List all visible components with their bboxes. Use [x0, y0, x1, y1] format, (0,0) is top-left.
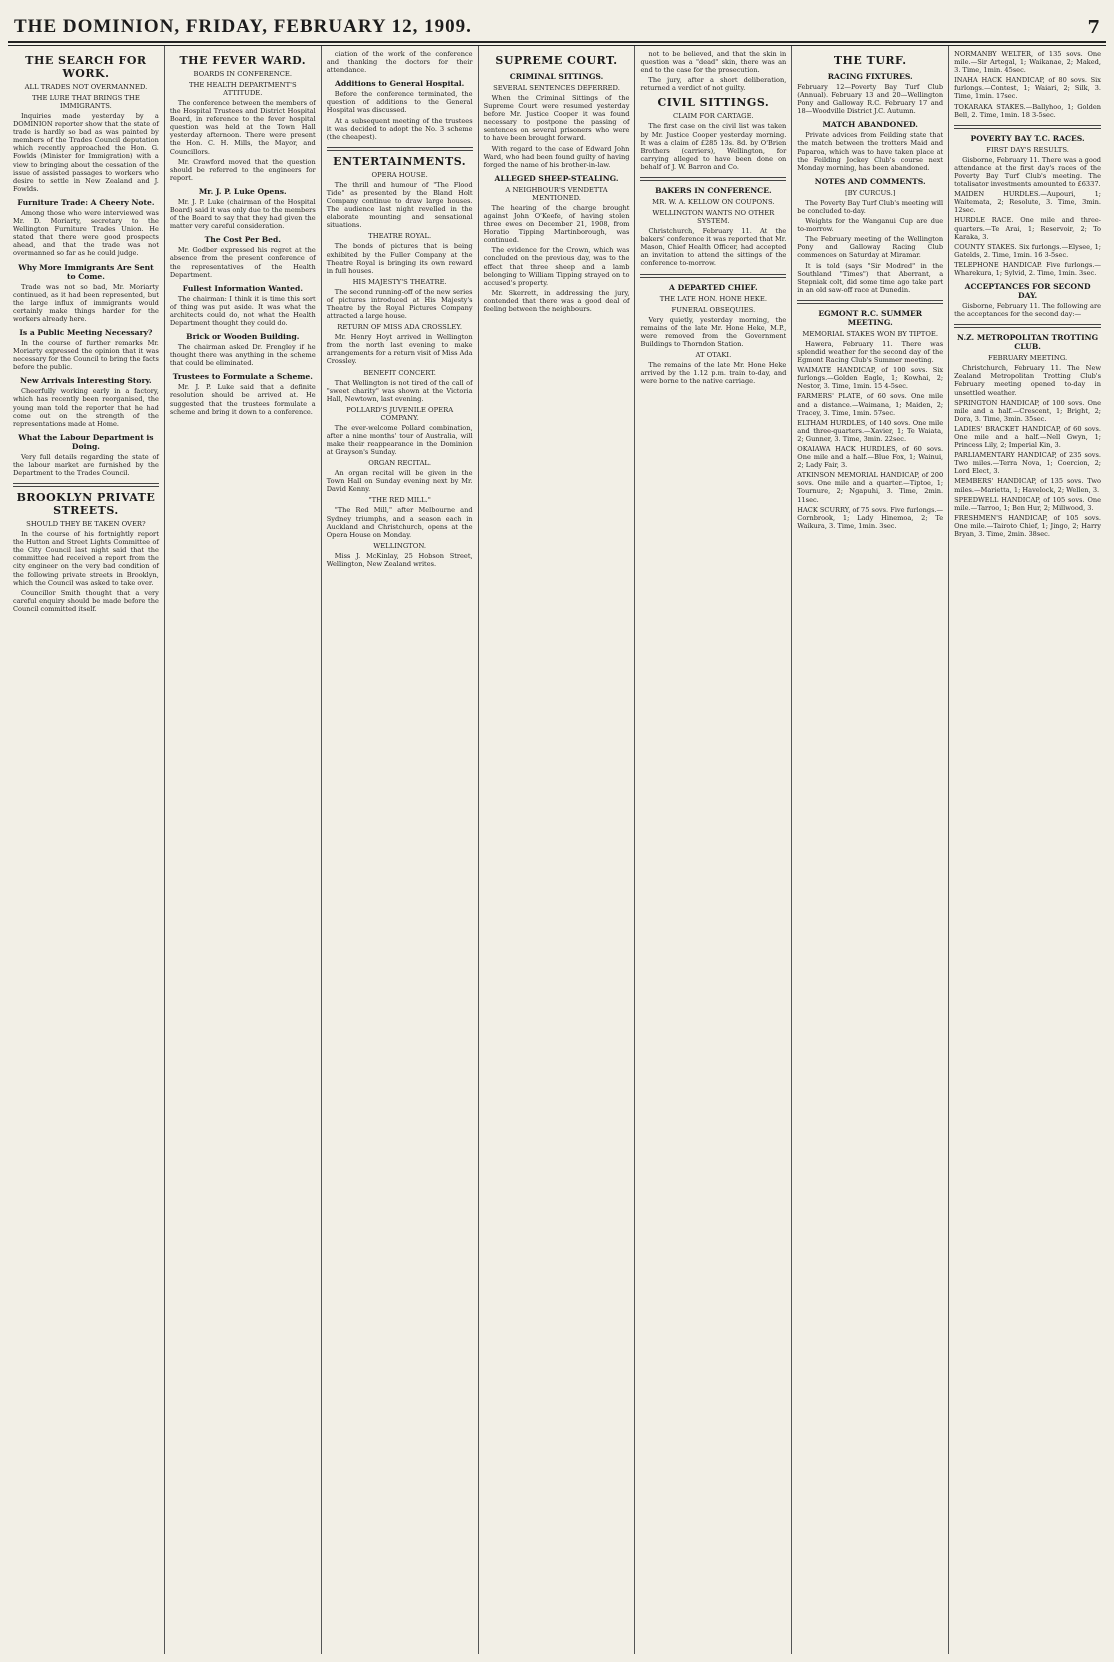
masthead	[8, 8, 1106, 43]
subheading: FEBRUARY MEETING.	[988, 354, 1068, 363]
paragraph: ciation of the work of the conference and thanking the doctors for their attendance.	[326, 50, 473, 75]
section-divider	[13, 483, 159, 487]
subheading: New Arrivals Interesting Story.	[20, 376, 152, 386]
article-heading: THE SEARCH FOR WORK.	[25, 54, 147, 80]
section-divider	[954, 125, 1101, 129]
section-divider	[640, 177, 786, 181]
subheading: What the Labour Department is Doing.	[18, 432, 154, 451]
paragraph: Christchurch, February 11. At the bakers' conference it was reported that Mr. Mason, Chief Health Officer, had accepted an invitation to attend the sittings of the conference to-morrow.	[640, 227, 787, 268]
column-civil-sittings	[635, 46, 792, 1654]
paragraph: Very full details regarding the state of the labour market are furnished by the Department to the Trades Council.	[13, 452, 159, 477]
race-result: WAIMATE HANDICAP, of 100 sovs. Six furlongs.—Golden Eagle, 1; Kowhai, 2; Nestor, 3. Time, 1min. 15 4-5sec.	[797, 366, 944, 391]
article-heading: THE TURF.	[833, 54, 907, 67]
subheading: CRIMINAL SITTINGS.	[509, 72, 604, 81]
paragraph: The Poverty Bay Turf Club's meeting will be concluded to-day.	[797, 198, 944, 215]
paragraph: Hawera, February 11. There was splendid weather for the second day of the Egmont Racing Club's Summer meeting.	[797, 339, 944, 365]
paragraph: The first case on the civil list was taken by Mr. Justice Cooper yesterday morning. It was a claim of £285 13s. 8d. by O'Brien Brothers (carriers), Wellington, for carrying alleged to have been done on behalf of J. W. Barron and Co.	[640, 122, 787, 171]
subheading: SHOULD THEY BE TAKEN OVER?	[26, 520, 146, 529]
paragraph: Mr. Skerrett, in addressing the jury, contended that there was a good deal of feeling between the neighbours.	[483, 288, 630, 313]
article-heading: ACCEPTANCES FOR SECOND DAY.	[964, 282, 1091, 301]
paragraph: The evidence for the Crown, which was concluded on the previous day, was to the effect that three sheep and a lamb belonging to William Tipping strayed on to accused's property.	[483, 246, 630, 287]
race-result: HURDLE RACE. One mile and three-quarters.—Te Arai, 1; Reservoir, 2; To Karaka, 3.	[954, 216, 1102, 241]
article-heading: THE FEVER WARD.	[179, 54, 307, 67]
article-heading: SUPREME COURT.	[495, 54, 618, 67]
paragraph: Before the conference terminated, the question of additions to the General Hospital was discussed.	[326, 90, 473, 115]
subheading: A NEIGHBOUR'S VENDETTA MENTIONED.	[505, 185, 608, 202]
section-divider	[640, 274, 786, 278]
race-result: HACK SCURRY, of 75 sovs. Five furlongs.—Cornbrook, 1; Lady Hinemoa, 2; Te Waikura, 3. Time, 1min. 3sec.	[797, 505, 944, 530]
paragraph: At a subsequent meeting of the trustees it was decided to adopt the No. 3 scheme (the cheapest).	[326, 116, 473, 141]
race-result: TOKARAKA STAKES.—Ballyhoo, 1; Golden Bell, 2. Time, 1min. 18 3-5sec.	[954, 102, 1102, 119]
article-heading: CIVIL SITTINGS.	[657, 96, 770, 110]
article-heading: ENTERTAINMENTS.	[333, 154, 467, 168]
column-race-results	[949, 46, 1106, 1654]
subheading: FUNERAL OBSEQUIES.	[671, 305, 756, 314]
paragraph: The bonds of pictures that is being exhibited by the Fuller Company at the Theatre Royal is bringing its own reward in full houses.	[326, 242, 473, 275]
paragraph: That Wellington is not tired of the call of "sweet charity" was shown at the Victoria Hall, Newtown, last evening.	[326, 378, 473, 403]
subheading: "THE RED MILL."	[368, 496, 431, 505]
paragraph: Gisborne, February 11. The following are the acceptances for the second day:—	[954, 302, 1102, 319]
race-result: ATKINSON MEMORIAL HANDICAP, of 200 sovs. One mile and a quarter.—Tiptoe, 1; Tournure, 2; Ngapuhi, 3. Time, 2min. 11sec.	[797, 471, 944, 504]
paragraph: Gisborne, February 11. There was a good attendance at the first day's races of the Poverty Bay Turf Club's meeting. The totalisator investments amounted to £6337.	[954, 155, 1102, 189]
subheading: NOTES AND COMMENTS.	[814, 176, 926, 186]
subheading: POLLARD'S JUVENILE OPERA COMPANY.	[346, 405, 454, 422]
paragraph: In the course of further remarks Mr. Moriarty expressed the opinion that it was necessary for the Council to bring the facts before the public.	[13, 338, 159, 372]
subheading: MATCH ABANDONED.	[822, 120, 918, 130]
paragraph: The hearing of the charge brought against John O'Keefe, of having stolen three ewes on December 21, 1908, from Horatio Tipping Martinborough, was continued.	[483, 203, 630, 245]
subheading: HIS MAJESTY'S THEATRE.	[352, 277, 447, 286]
column-supreme-court	[479, 46, 636, 1654]
paragraph: not to be believed, and that the skin in question was a "dead" skin, there was an end to the case for the prosecution.	[640, 50, 787, 75]
paragraph: Among those who were interviewed was Mr. D. Moriarty, secretary to the Wellington Furniture Trades Union. He stated that there were good prospects ahead, and that the trade was not overmanned so far as he could judge.	[13, 208, 159, 258]
race-result: INAHA HACK HANDICAP, of 80 sovs. Six furlongs.—Contest, 1; Waiari, 2; Silk, 3. Time, 1min. 17sec.	[954, 76, 1102, 101]
paragraph: The remains of the late Mr. Hone Heke arrived by the 1.12 p.m. train to-day, and were borne to the native carriage.	[640, 360, 787, 386]
subheading: AT OTAKI.	[695, 350, 732, 359]
race-result: PARLIAMENTARY HANDICAP, of 235 sovs. Two miles.—Terra Nova, 1; Coercion, 2; Lord Elect, 3.	[954, 451, 1102, 476]
subheading: The Cost Per Bed.	[204, 235, 281, 245]
paragraph: The chairman asked Dr. Frengley if he thought there was anything in the scheme that could be eliminated.	[169, 343, 316, 368]
race-result: SPEEDWELL HANDICAP, of 105 sovs. One mile.—Tarroo, 1; Ben Hur, 2; Millwood, 3.	[954, 495, 1102, 512]
article-heading: A DEPARTED CHIEF.	[669, 282, 758, 292]
racing-fixtures: February 12—Poverty Bay Turf Club (Annual). February 13 and 20—Wellington Pony and Galloway R.C. February 17 and 18—Woodville District J.C. Autumn.	[797, 83, 944, 116]
subheading: Trustees to Formulate a Scheme.	[172, 372, 313, 382]
paragraph: Private advices from Feilding state that the match between the trotters Maid and Paparoa, which was to have taken place at the Feilding Jockey Club's course next Monday morning, has been abandoned.	[797, 131, 944, 172]
paragraph: The second running-off of the new series of pictures introduced at His Majesty's Theatre by the Royal Pictures Company attracted a large house.	[326, 287, 473, 321]
subheading: BENEFIT CONCERT.	[363, 368, 436, 377]
article-heading: BROOKLYN PRIVATE STREETS.	[16, 491, 156, 518]
paragraph: The conference between the members of the Hospital Trustees and District Hospital Board, in reference to the fever hospital question was held at the Town Hall yesterday afternoon. There were present the Hon. C. H. Mills, the Mayor, and Councillors.	[169, 99, 316, 156]
paragraph: The thrill and humour of "The Flood Tide" as presented by the Bland Holt Company continue to draw large houses. The audience last night revelled in the elaborate mounting and sensational situations.	[326, 180, 473, 230]
columns	[8, 46, 1106, 1654]
paragraph: Inquiries made yesterday by a DOMINION reporter show that the state of trade is hardly so bad as was painted by members of the Trades Council deputation which recently approached the Hon. G. Fowlds (Minister for Immigration) with a view to bringing about the cessation of the issue of assisted passages to workers who desire to settle in New Zealand and J. Fowlds.	[13, 112, 159, 193]
subheading: THE LURE THAT BRINGS THE IMMIGRANTS.	[32, 94, 140, 110]
paragraph: The jury, after a short deliberation, returned a verdict of not guilty.	[640, 76, 787, 93]
subheading: THE HEALTH DEPARTMENT'S ATTITUDE.	[188, 81, 297, 97]
subheading: CLAIM FOR CARTAGE.	[673, 112, 754, 121]
race-result: NORMANBY WELTER, of 135 sovs. One mile.—Sir Artegal, 1; Waikanae, 2; Maked, 3. Time, 1min. 45sec.	[954, 50, 1102, 75]
subheading: WELLINGTON WANTS NO OTHER SYSTEM.	[652, 209, 775, 226]
paragraph: It is told (says "Sir Modred" in the Southland "Times") that Aberrant, a Stepniak colt, did some time ago take part in an old saw-off race at Dunedin.	[797, 261, 944, 294]
paragraph: Mr. Godber expressed his regret at the absence from the present conference of the representatives of the Health Department.	[169, 246, 316, 279]
subheading: MR. W. A. KELLOW ON COUPONS.	[652, 198, 775, 207]
paragraph: When the Criminal Sittings of the Supreme Court were resumed yesterday before Mr. Justice Cooper it was found necessary to postpone the passing of sentences on several prisoners who were to have been brought forward.	[483, 94, 630, 143]
subheading: Fullest Information Wanted.	[182, 283, 303, 293]
masthead-title: THE DOMINION, FRIDAY, FEBRUARY 12, 1909.	[14, 16, 472, 37]
subheading: WELLINGTON.	[373, 541, 427, 550]
paragraph: Christchurch, February 11. The New Zealand Metropolitan Trotting Club's February meeting opened to-day in unsettled weather.	[954, 364, 1102, 397]
paragraph: Very quietly, yesterday morning, the remains of the late Mr. Hone Heke, M.P., were removed from the Government Buildings to Thorndon Station.	[640, 315, 787, 348]
paragraph: Mr. J. P. Luke said that a definite resolution should be arrived at. He suggested that the trustees formulate a scheme and bring it down to a conference.	[169, 383, 316, 416]
race-result: COUNTY STAKES. Six furlongs.—Elysee, 1; Gatelds, 2. Time, 1min. 16 3-5sec.	[954, 242, 1102, 259]
column-search-for-work	[8, 46, 165, 1654]
subheading: RETURN OF MISS ADA CROSSLEY.	[337, 323, 463, 332]
section-divider	[797, 300, 943, 304]
paragraph: An organ recital will be given in the Town Hall on Sunday evening next by Mr. David Kenny.	[326, 469, 473, 494]
subheading: OPERA HOUSE.	[371, 170, 428, 179]
article-heading: POVERTY BAY T.C. RACES.	[970, 133, 1085, 143]
subheading: BOARDS IN CONFERENCE.	[193, 70, 293, 78]
paragraph: Mr. Henry Hoyt arrived in Wellington from the north last evening to make arrangements for a return visit of Miss Ada Crossley.	[326, 333, 473, 366]
race-result: OKAIAWA HACK HURDLES, of 60 sovs. One mile and a half.—Blue Fox, 1; Wainui, 2; Lady Fair, 3.	[797, 445, 944, 470]
race-result: FRESHMEN'S HANDICAP, of 105 sovs. One mile.—Tairoto Chief, 1; Jingo, 2; Harry Bryan, 3. Time, 2min. 38sec.	[954, 513, 1102, 539]
section-divider	[327, 147, 473, 151]
race-result: MAIDEN HURDLES.—Aupouri, 1; Waitemata, 2; Resolute, 3. Time, 3min. 12sec.	[954, 190, 1102, 215]
paragraph: Mr. Crawford moved that the question should be referred to the engineers for report.	[169, 157, 316, 182]
article-heading: BAKERS IN CONFERENCE.	[655, 186, 772, 196]
subheading: FIRST DAY'S RESULTS.	[986, 145, 1069, 154]
race-result: TELEPHONE HANDICAP. Five furlongs.—Wharekura, 1; Sylvid, 2. Time, 1min. 3sec.	[954, 260, 1102, 277]
paragraph: Weights for the Wanganui Cup are due to-morrow.	[797, 217, 944, 234]
column-fever-ward	[165, 46, 322, 1654]
paragraph: With regard to the case of Edward John Ward, who had been found guilty of having forged the name of his brother-in-law.	[483, 144, 630, 169]
article-heading: EGMONT R.C. SUMMER MEETING.	[818, 308, 923, 327]
subheading: ALLEGED SHEEP-STEALING.	[494, 173, 619, 183]
race-result: LADIES' BRACKET HANDICAP, of 60 sovs. One mile and a half.—Nell Gwyn, 1; Princess Lily, 2; Imperial Kin, 3.	[954, 424, 1102, 450]
subheading: ALL TRADES NOT OVERMANNED.	[24, 83, 148, 91]
paragraph: The February meeting of the Wellington Pony and Galloway Racing Club commences on Saturday at Miramar.	[797, 235, 944, 260]
subheading: Brick or Wooden Building.	[186, 332, 300, 342]
paragraph: The chairman: I think it is time this sort of thing was put aside. It was what the architects could do, not what the Health Department thought they could do.	[169, 294, 316, 327]
race-result: SPRINGTON HANDICAP, of 100 sovs. One mile and a half.—Crescent, 1; Bright, 2; Dora, 3. Time, 3min. 35sec.	[954, 398, 1102, 423]
subheading: Furniture Trade: A Cheery Note.	[17, 197, 155, 207]
paragraph: Cheerfully working early in a factory, which has recently been reorganised, the young man told the reporter that he had come out on the strength of the representations made at Home.	[13, 387, 159, 428]
byline: [BY CURCUS.]	[845, 188, 896, 197]
subheading: SEVERAL SENTENCES DEFERRED.	[493, 84, 620, 92]
subheading: Additions to General Hospital.	[335, 79, 465, 89]
paragraph: "The Red Mill," after Melbourne and Sydney triumphs, and a season each in Auckland and Christchurch, opens at the Opera House on Monday.	[326, 506, 473, 539]
section-divider	[954, 324, 1101, 328]
race-result: FARMERS' PLATE, of 60 sovs. One mile and a distance.—Waimana, 1; Maiden, 2; Tracey, 3. Time, 1min. 57sec.	[797, 392, 944, 417]
column-the-turf	[792, 46, 949, 1654]
paragraph: In the course of his fortnightly report the Hutton and Street Lights Committee of the City Council last night said that the committee had received a report from the city engineer on the very bad condition of the following private streets in Brooklyn, which the Council was asked to take over.	[13, 530, 159, 587]
subheading: Is a Public Meeting Necessary?	[19, 327, 153, 337]
column-entertainments	[322, 46, 479, 1654]
subheading: THEATRE ROYAL.	[368, 232, 432, 241]
paragraph: Miss J. McKinlay, 25 Hobson Street, Wellington, New Zealand writes.	[326, 551, 473, 568]
subheading: THE LATE HON. HONE HEKE.	[659, 294, 767, 303]
subheading: Why More Immigrants Are Sent to Come.	[18, 262, 154, 281]
race-result: MEMBERS' HANDICAP, of 135 sovs. Two miles.—Marietta, 1; Havelock, 2; Wellen, 3.	[954, 477, 1102, 494]
subheading: Mr. J. P. Luke Opens.	[198, 186, 287, 196]
paragraph: Councillor Smith thought that a very careful enquiry should be made before the Council committed itself.	[13, 588, 159, 613]
paragraph: Mr. J. P. Luke (chairman of the Hospital Board) said it was only due to the members of the Board to say that they had given the matter very careful consideration.	[169, 197, 316, 231]
subheading: MEMORIAL STAKES WON BY TIPTOE.	[802, 329, 939, 338]
article-heading: N.Z. METROPOLITAN TROTTING CLUB.	[957, 333, 1099, 352]
subheading: ORGAN RECITAL.	[368, 459, 432, 468]
paragraph: Trade was not so bad, Mr. Moriarty continued, as it had been represented, but the large influx of immigrants would certainly make things harder for the workers already here.	[13, 282, 159, 323]
paragraph: The ever-welcome Pollard combination, after a nine months' tour of Australia, will make their reappearance in the Dominion at Grayson's Sunday.	[326, 423, 473, 457]
subheading: RACING FIXTURES.	[827, 72, 913, 81]
race-result: ELTHAM HURDLES, of 140 sovs. One mile and three-quarters.—Xavier, 1; Te Waiata, 2; Gunner, 3. Time, 3min. 22sec.	[797, 418, 944, 443]
page-number: 7	[1087, 17, 1100, 38]
